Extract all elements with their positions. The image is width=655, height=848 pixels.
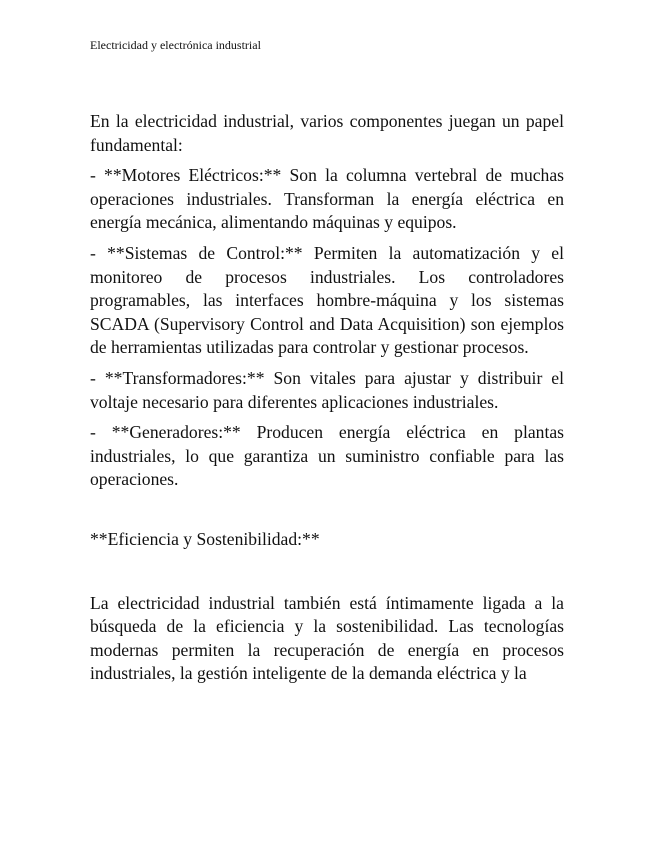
list-item-generadores: - **Generadores:** Producen energía eléctrica en plantas industriales, lo que garantiza un suministro confiable para las operaciones. bbox=[90, 422, 564, 490]
list-item-motores: - **Motores Eléctricos:** Son la columna vertebral de muchas operaciones industriales. Transforman la energía eléctrica en energía mecánica, alimentando máquinas y equipos. bbox=[90, 165, 564, 233]
section-paragraph: La electricidad industrial también está íntimamente ligada a la búsqueda de la eficiencia y la sostenibilidad. Las tecnologías modernas permiten la recuperación de energía en procesos industriales, la gestión inteligente de la demanda eléctrica y la bbox=[90, 592, 564, 684]
document-body bbox=[90, 110, 564, 693]
section-heading: **Eficiencia y Sostenibilidad:** bbox=[90, 528, 320, 549]
running-header: Electricidad y electrónica industrial bbox=[90, 38, 261, 52]
list-item-transformadores: - **Transformadores:** Son vitales para ajustar y distribuir el voltaje necesario para diferentes aplicaciones industriales. bbox=[90, 367, 564, 412]
intro-paragraph: En la electricidad industrial, varios componentes juegan un papel fundamental: bbox=[90, 111, 564, 155]
list-item-sistemas-control: - **Sistemas de Control:** Permiten la automatización y el monitoreo de procesos industriales. Los controladores programables, las interfaces hombre-máquina y los sistemas SCADA (Supervisory Control and Data Acquisition) son ejemplos de herramientas utilizadas para controlar y gestionar procesos. bbox=[90, 242, 564, 358]
